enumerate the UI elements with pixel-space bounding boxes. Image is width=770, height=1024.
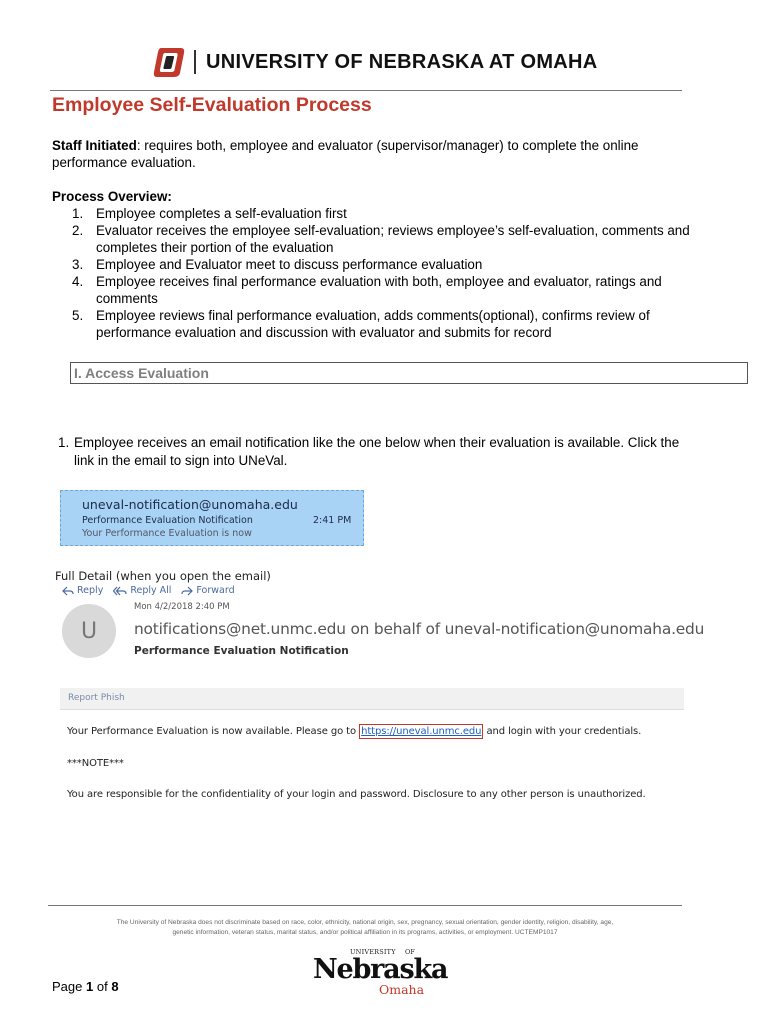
- step-text: Employee and Evaluator meet to discuss performance evaluation: [96, 257, 483, 272]
- section-heading: I. Access Evaluation: [74, 365, 209, 381]
- logo-campus: Omaha: [379, 982, 425, 997]
- email-body-after-link: and login with your credentials.: [483, 726, 642, 737]
- notification-subject: Performance Evaluation Notification: [82, 515, 253, 526]
- email-note: ***NOTE***: [67, 758, 124, 769]
- step-number: 1.: [58, 435, 70, 450]
- process-steps-list: [52, 205, 692, 341]
- avatar: U: [62, 604, 116, 658]
- list-item: [52, 256, 692, 273]
- email-actions: [62, 585, 235, 596]
- document-title: Employee Self-Evaluation Process: [52, 94, 372, 116]
- step-text: Employee receives final performance evaluation with both, employee and evaluator, ratings and comments: [96, 274, 662, 306]
- list-item: [52, 205, 692, 222]
- email-body-before-link: Your Performance Evaluation is now available. Please go to: [67, 726, 360, 737]
- page-number: [52, 979, 119, 994]
- footer-rule: [48, 905, 682, 906]
- section-heading-box: [70, 362, 748, 384]
- access-step-paragraph: [52, 434, 692, 470]
- reply-all-icon: [113, 586, 127, 596]
- step-text: Evaluator receives the employee self-evaluation; reviews employee’s self-evaluation, comments and completes their portion of the evaluation: [96, 223, 690, 255]
- email-notification-preview[interactable]: [60, 490, 364, 546]
- step-text: Employee receives an email notification like the one below when their evaluation is available. Click the link in the email to sign into UNeVal.: [74, 435, 680, 468]
- page-of: of: [96, 979, 108, 994]
- reply-label: Reply: [77, 585, 104, 596]
- email-confidentiality: You are responsible for the confidentiality of your login and password. Disclosure to any other person is unauthorized.: [67, 789, 646, 800]
- top-rule: [50, 90, 682, 91]
- logo-of: OF: [405, 948, 415, 956]
- forward-button[interactable]: [181, 585, 234, 596]
- step-number: 5.: [72, 308, 84, 323]
- list-item: [52, 222, 692, 256]
- step-number: 3.: [72, 257, 84, 272]
- report-phish-bar: [60, 688, 684, 710]
- step-text: Employee reviews final performance evaluation, adds comments(optional), confirms review of performance evaluation and discussion with evaluator and submits for record: [96, 308, 650, 340]
- report-phish-button[interactable]: Report Phish: [68, 693, 125, 703]
- list-item: [52, 307, 692, 341]
- uno-o-logo-icon: [152, 45, 186, 79]
- process-overview-heading: Process Overview:: [52, 189, 172, 204]
- nebraska-omaha-logo: [313, 948, 448, 1000]
- page-total: 8: [111, 979, 119, 994]
- page-label: Page: [52, 979, 83, 994]
- notification-from: uneval-notification@unomaha.edu: [82, 497, 298, 512]
- full-detail-label: Full Detail (when you open the email): [55, 569, 271, 583]
- step-number: 2.: [72, 223, 84, 238]
- reply-all-button[interactable]: [113, 585, 171, 596]
- step-text: Employee completes a self-evaluation first: [96, 206, 347, 221]
- notification-time: 2:41 PM: [313, 515, 352, 526]
- email-subject: Performance Evaluation Notification: [134, 645, 349, 657]
- email-body-line: [67, 724, 641, 739]
- notification-preview-text: Your Performance Evaluation is now: [82, 528, 252, 539]
- reply-all-label: Reply All: [130, 585, 172, 596]
- university-name: UNIVERSITY OF NEBRASKA AT OMAHA: [206, 50, 598, 73]
- staff-initiated-text: : requires both, employee and evaluator (supervisor/manager) to complete the online performance evaluation.: [52, 138, 639, 170]
- logo-university: UNIVERSITY: [350, 948, 396, 956]
- email-sender: notifications@net.unmc.edu on behalf of uneval-notification@unomaha.edu: [134, 620, 705, 638]
- header-divider: [194, 50, 196, 74]
- page-header: [152, 44, 598, 80]
- forward-label: Forward: [196, 585, 235, 596]
- reply-icon: [62, 586, 74, 596]
- reply-button[interactable]: [62, 585, 103, 596]
- step-number: 4.: [72, 274, 84, 289]
- uneval-link[interactable]: https://uneval.unmc.edu: [361, 726, 482, 737]
- step-number: 1.: [72, 206, 84, 221]
- page-current: 1: [86, 979, 94, 994]
- logo-name: Nebraska: [313, 954, 448, 985]
- staff-initiated-label: Staff Initiated: [52, 138, 137, 153]
- staff-initiated-paragraph: [52, 137, 692, 171]
- email-date: Mon 4/2/2018 2:40 PM: [134, 602, 230, 612]
- list-item: [52, 273, 692, 307]
- nondiscrimination-disclaimer: The University of Nebraska does not discriminate based on race, color, ethnicity, national origin, sex, pregnancy, sexual orientation, gender identity, religion, disability, age, genetic information, veteran status, marital status, and/or political affiliation in its programs, activities, or employment. UCTEMP1017: [116, 919, 614, 936]
- forward-icon: [181, 586, 193, 596]
